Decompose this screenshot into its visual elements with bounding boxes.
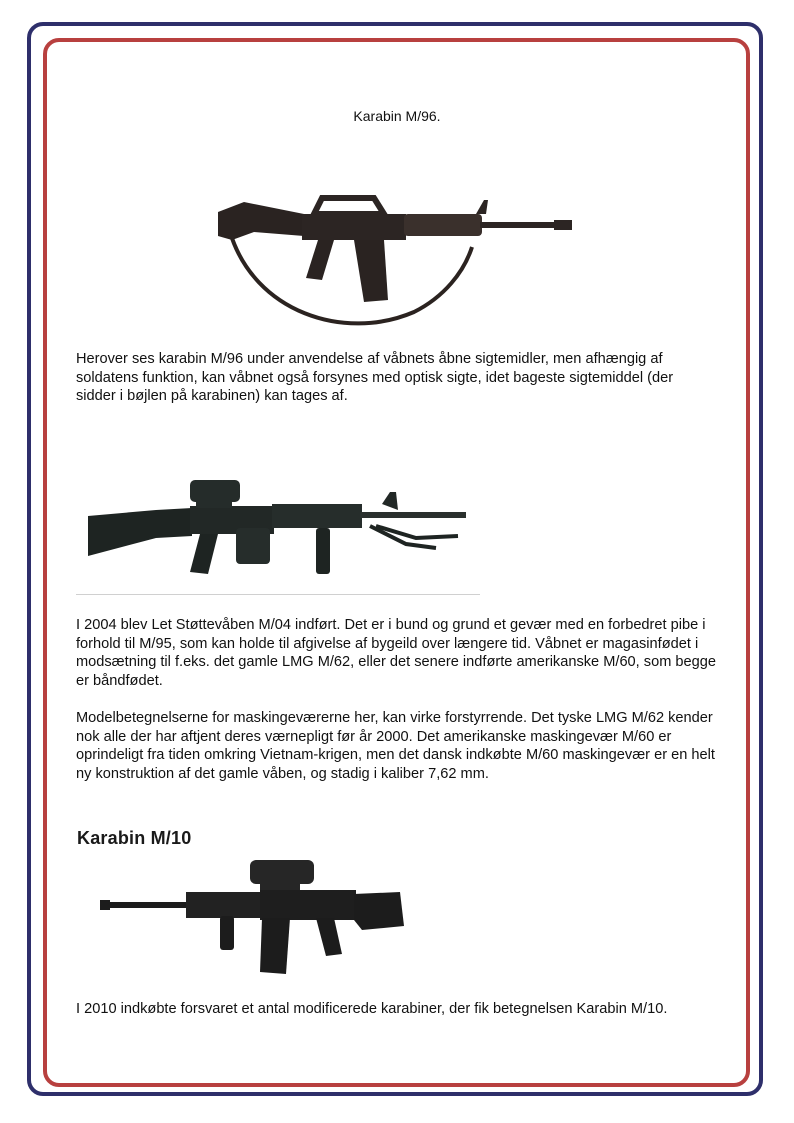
let-stottevaben-m04-image	[86, 474, 468, 582]
karabin-m96-image	[214, 192, 576, 336]
karabin-m10-image	[100, 858, 406, 978]
maskingevaer-description: Modelbetegnelserne for maskingeværerne her, kan virke forstyrrende. Det tyske LMG M/62 kender nok alle der har aftjent deres værnepligt før år 2000. Det amerikanske maskingevær M/60 er oprindeligt fra tiden omkring Vietnam-krigen, men det dansk indkøbte M/60 maskingevær er en helt ny konstruktion af det gamle våben, og stadig i kaliber 7,62 mm.	[76, 710, 715, 782]
karabin-m96-caption: Karabin M/96.	[353, 108, 441, 124]
let-stottevaben-description: I 2004 blev Let Støttevåben M/04 indført. Det er i bund og grund et gevær med en forbedret pibe i forhold til M/95, som kan holde til afgivelse af bygeild over længere tid. Våbnet er magasinfødet i modsætning til f.eks. det gamle LMG M/62, eller det senere indførte amerikanske M/60, som begge er båndfødet.	[76, 617, 716, 689]
image-divider	[76, 594, 480, 595]
karabin-m96-description: Herover ses karabin M/96 under anvendelse af våbnets åbne sigtemidler, men afhængig af soldatens funktion, kan våbnet også forsynes med optisk sigte, idet bageste sigtemiddel (der sidder i bøjlen på karabinen) kan tages af.	[76, 351, 674, 404]
karabin-m10-heading: Karabin M/10	[77, 828, 192, 848]
karabin-m10-description: I 2010 indkøbte forsvaret et antal modificerede karabiner, der fik betegnelsen Karabin M/10.	[76, 1001, 668, 1017]
